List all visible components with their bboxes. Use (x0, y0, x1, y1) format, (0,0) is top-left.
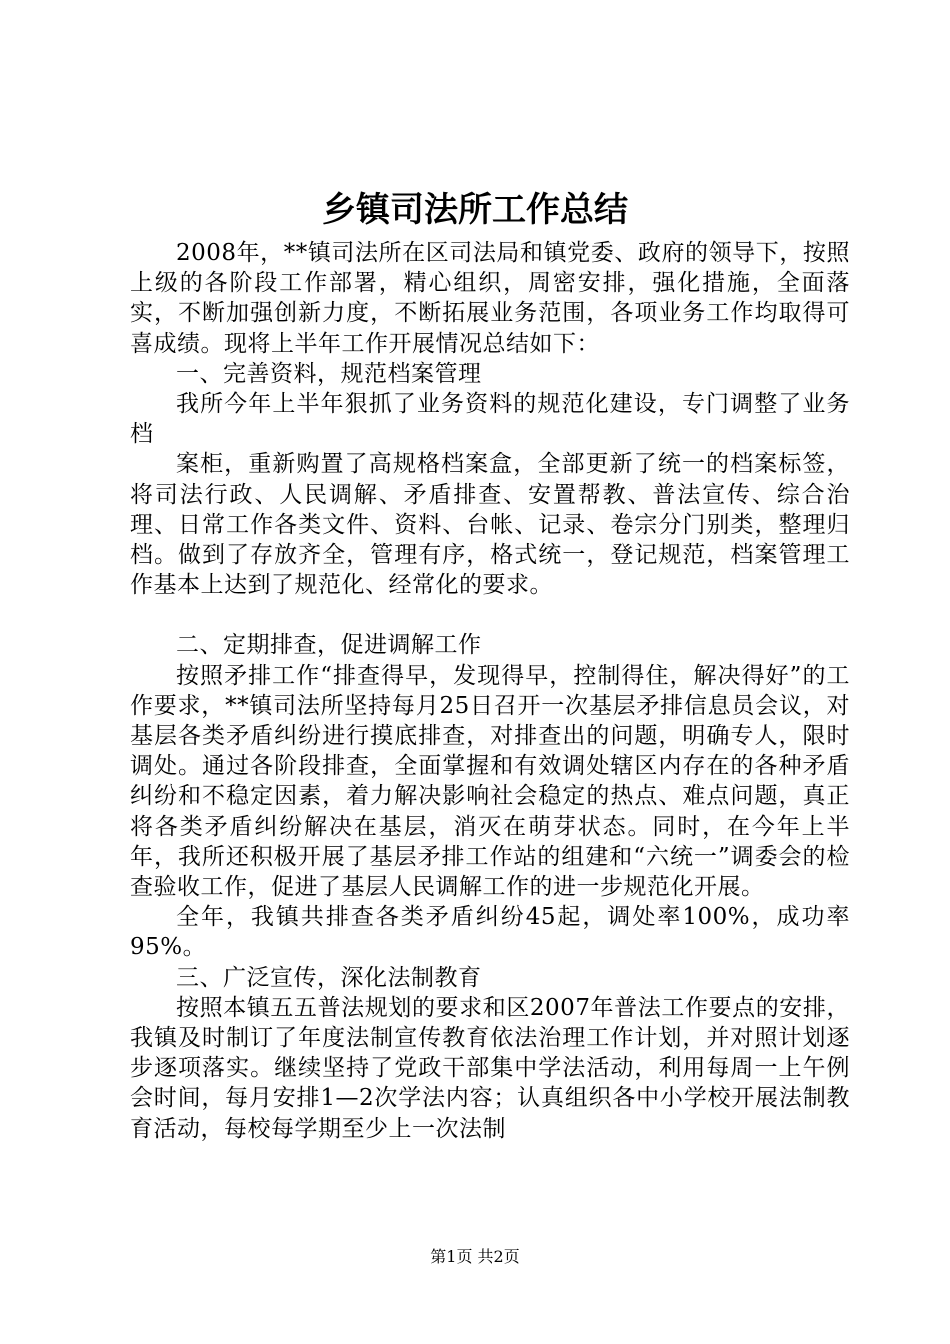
document-body (130, 238, 850, 1144)
document-title: 乡镇司法所工作总结 (322, 190, 628, 230)
section-heading-2: 二、定期排查，促进调解工作 (176, 632, 482, 659)
paragraph-intro: 2008年，**镇司法所在区司法局和镇党委、政府的领导下，按照上级的各阶段工作部署，精心组织，周密安排，强化措施，全面落实，不断加强创新力度，不断拓展业务范围，各项业务工作均取得可喜成绩。现将上半年工作开展情况总结如下： (130, 240, 850, 357)
paragraph-archive-2: 案柜，重新购置了高规格档案盒，全部更新了统一的档案标签，将司法行政、人民调解、矛盾排查、安置帮教、普法宣传、综合治理、日常工作各类文件、资料、台帐、记录、卷宗分门别类，整理归档。做到了存放齐全，管理有序，格式统一，登记规范，档案管理工作基本上达到了规范化、经常化的要求。 (130, 451, 850, 599)
section-heading-3: 三、广泛宣传，深化法制教育 (176, 964, 482, 991)
paragraph-mediation: 按照矛排工作“排查得早，发现得早，控制得住，解决得好”的工作要求，**镇司法所坚持每月25日召开一次基层矛排信息员会议，对基层各类矛盾纠纷进行摸底排查，对排查出的问题，明确专人，限时调处。通过各阶段排查，全面掌握和有效调处辖区内存在的各种矛盾纠纷和不稳定因素，着力解决影响社会稳定的热点、难点问题，真正将各类矛盾纠纷解决在基层，消灭在萌芽状态。同时，在今年上半年，我所还积极开展了基层矛排工作站的组建和“六统一”调委会的检查验收工作，促进了基层人民调解工作的进一步规范化开展。 (130, 662, 850, 901)
paragraph-legal-education: 按照本镇五五普法规划的要求和区2007年普法工作要点的安排，我镇及时制订了年度法制宣传教育依法治理工作计划，并对照计划逐步逐项落实。继续坚持了党政干部集中学法活动，利用每周一上午例会时间，每月安排1—2次学法内容；认真组织各中小学校开展法制教育活动，每校每学期至少上一次法制 (130, 994, 850, 1142)
paragraph-archive-1: 我所今年上半年狠抓了业务资料的规范化建设，专门调整了业务档 (130, 391, 850, 448)
paragraph-mediation-stats: 全年，我镇共排查各类矛盾纠纷45起，调处率100%，成功率95%。 (130, 904, 850, 961)
section-heading-1: 一、完善资料，规范档案管理 (176, 360, 482, 387)
page-number: 第1页 共2页 (430, 1247, 520, 1266)
